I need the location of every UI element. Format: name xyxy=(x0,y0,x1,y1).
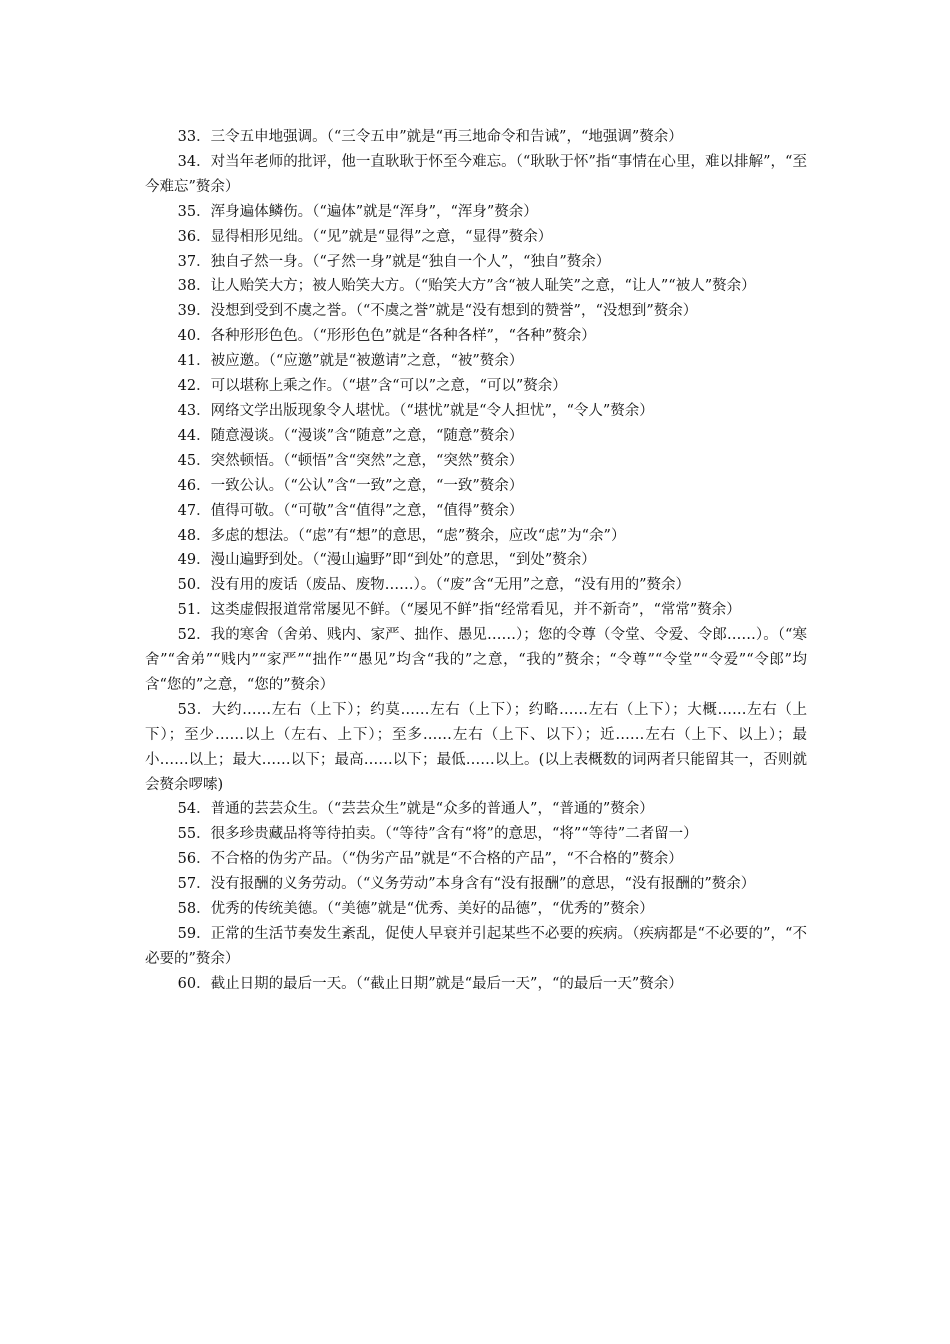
list-item: 49．漫山遍野到处。（“漫山遍野”即“到处”的意思，“到处”赘余） xyxy=(177,552,596,569)
list-item: 60．截止日期的最后一天。（“截止日期”就是“最后一天”，“的最后一天”赘余） xyxy=(177,975,683,992)
list-item: 34．对当年老师的批评，他一直耿耿于怀至今难忘。（“耿耿于怀”指“事情在心里，难以排解”，“至今难忘”赘余） xyxy=(145,153,807,195)
list-item: 43．网络文学出版现象令人堪忧。（“堪忧”就是“令人担忧”，“令人”赘余） xyxy=(177,402,654,419)
list-item: 53．大约……左右（上下）；约莫……左右（上下）；约略……左右（上下）；大概……左右（上下）；至少……以上（左右、上下）；至多……左右（上下、以下）；近……左右（上下、以上）；最小……以上；最大……以下；最高……以下；最低……以上。(以上表概数的词两者只能留其一，否则就会赘余啰嗦) xyxy=(145,701,807,793)
list-item: 57．没有报酬的义务劳动。（“义务劳动”本身含有“没有报酬”的意思，“没有报酬的”赘余） xyxy=(177,876,756,893)
list-item: 45．突然顿悟。（“顿悟”含“突然”之意，“突然”赘余） xyxy=(177,452,524,469)
list-item: 47．值得可敬。（“可敬”含“值得”之意，“值得”赘余） xyxy=(177,502,524,519)
list-item: 40．各种形形色色。（“形形色色”就是“各种各样”，“各种”赘余） xyxy=(177,328,596,345)
list-item: 39．没想到受到不虞之誉。（“不虞之誉”就是“没有想到的赞誉”，“没想到”赘余） xyxy=(177,303,698,320)
list-item: 50．没有用的废话（废品、废物……）。（“废”含“无用”之意，“没有用的”赘余） xyxy=(177,577,691,594)
list-item: 38．让人贻笑大方；被人贻笑大方。（“贻笑大方”含“被人耻笑”之意，“让人”“被人”赘余） xyxy=(177,278,756,295)
list-item: 55．很多珍贵藏品将等待拍卖。（“等待”含有“将”的意思，“将”“等待”二者留一） xyxy=(177,826,698,843)
list-item: 42．可以堪称上乘之作。（“堪”含“可以”之意，“可以”赘余） xyxy=(177,378,567,395)
list-item: 56．不合格的伪劣产品。（“伪劣产品”就是“不合格的产品”，“不合格的”赘余） xyxy=(177,851,683,868)
list-item: 52．我的寒舍（舍弟、贱内、家严、拙作、愚见……）；您的令尊（令堂、令爱、令郎……）。（“寒舍”“舍弟”“贱内”“家严”“拙作”“愚见”均含“我的”之意，“我的”赘余；“令尊”“令堂”“令爱”“令郎”均含“您的”之意，“您的”赘余） xyxy=(145,627,807,693)
list-item: 48．多虑的想法。（“虑”有“想”的意思，“虑”赘余，应改“虑”为“余”） xyxy=(177,527,626,544)
list-item: 35．浑身遍体鳞伤。（“遍体”就是“浑身”，“浑身”赘余） xyxy=(177,203,538,220)
list-item: 37．独自孑然一身。（“孑然一身”就是“独自一个人”，“独自”赘余） xyxy=(177,253,611,270)
list-item: 41．被应邀。（“应邀”就是“被邀请”之意，“被”赘余） xyxy=(177,353,524,370)
list-item: 59．正常的生活节奏发生紊乱，促使人早衰并引起某些不必要的疾病。（疾病都是“不必要的”，“不必要的”赘余） xyxy=(145,926,807,967)
list-item: 54．普通的芸芸众生。（“芸芸众生”就是“众多的普通人”，“普通的”赘余） xyxy=(177,801,654,818)
list-item: 51．这类虚假报道常常屡见不鲜。（“屡见不鲜”指“经常看见，并不新奇”，“常常”赘余） xyxy=(177,602,741,619)
list-item: 46．一致公认。（“公认”含“一致”之意，“一致”赘余） xyxy=(177,477,524,494)
document-page xyxy=(145,125,807,997)
list-item: 44．随意漫谈。（“漫谈”含“随意”之意，“随意”赘余） xyxy=(177,427,524,444)
list-item: 58．优秀的传统美德。（“美德”就是“优秀、美好的品德”，“优秀的”赘余） xyxy=(177,901,654,918)
list-item: 33．三令五申地强调。（“三令五申”就是“再三地命令和告诫”，“地强调”赘余） xyxy=(177,129,683,145)
list-item: 36．显得相形见绌。（“见”就是“显得”之意，“显得”赘余） xyxy=(177,228,553,245)
